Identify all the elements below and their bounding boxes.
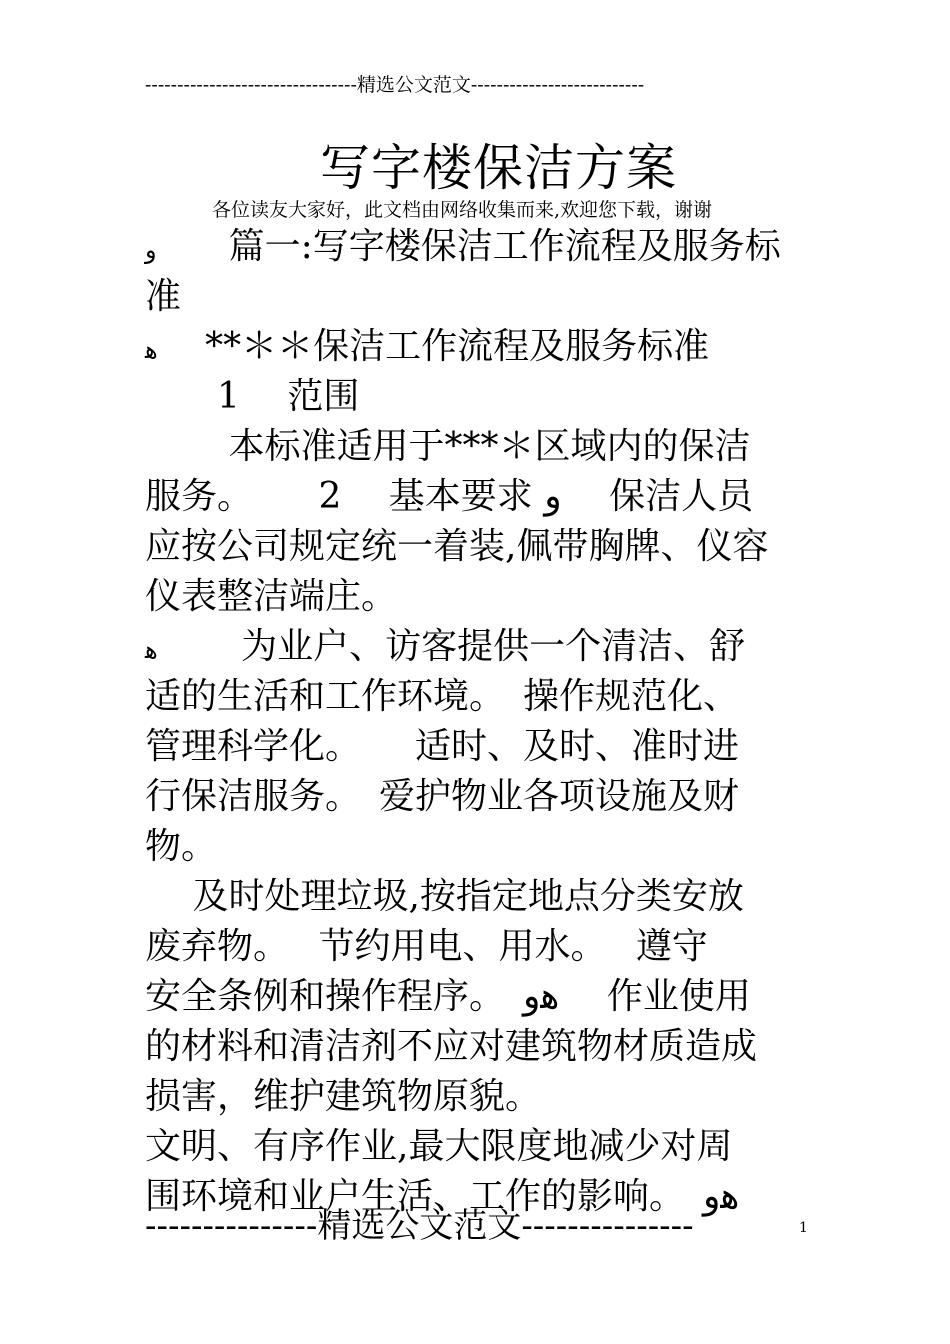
text-line: 本标准适用于***＊区域内的保洁 xyxy=(145,426,751,467)
text-line: 准 xyxy=(145,276,182,317)
page-header: ---------------------------------精选公文范文--------------------------- xyxy=(145,74,645,96)
text-line: 及时处理垃圾,按指定地点分类安放 xyxy=(145,876,744,917)
text-line: 仪表整洁端庄。 xyxy=(145,576,398,617)
body-text xyxy=(145,222,810,1222)
text-line: 损害，维护建筑物原貌。 xyxy=(145,1076,542,1117)
text-line: 围环境和业户生活、工作的影响。 ﻫو xyxy=(145,1176,740,1217)
page-footer: ---------------精选公文范文--------------- xyxy=(145,1206,694,1246)
text-line: ﻫ 为业户、访客提供一个清洁、舒 xyxy=(145,622,810,672)
text-line: ﻫ **＊＊保洁工作流程及服务标准 xyxy=(145,322,810,372)
text-line: و 篇一:写字楼保洁工作流程及服务标 xyxy=(145,222,810,272)
glyph-symbol: ﻫ xyxy=(145,636,158,664)
text-line: 的材料和清洁剂不应对建筑物材质造成 xyxy=(145,1026,758,1067)
text-line: 物。 xyxy=(145,826,218,867)
document-subtitle: 各位读友大家好，此文档由网络收集而来,欢迎您下载，谢谢 xyxy=(212,199,713,221)
text-line: 文明、有序作业,最大限度地减少对周 xyxy=(145,1126,733,1167)
text-line: 服务。 2 基本要求 و 保洁人员 xyxy=(145,476,754,517)
text-line: 行保洁服务。 爱护物业各项设施及财 xyxy=(145,776,740,817)
page-number: 1 xyxy=(799,1220,808,1236)
glyph-symbol: و xyxy=(145,236,157,264)
text-line: 废弃物。 节约用电、用水。 遵守 xyxy=(145,926,708,967)
text-line: 适的生活和工作环境。 操作规范化、 xyxy=(145,676,740,717)
section-heading: 1 范围 xyxy=(145,376,360,417)
text-line: 应按公司规定统一着装,佩带胸牌、仪容 xyxy=(145,526,769,567)
document-title: 写字楼保洁方案 xyxy=(320,139,677,197)
glyph-symbol: ﻫ xyxy=(145,336,158,364)
text-line: 安全条例和操作程序。 ﻫو 作业使用 xyxy=(145,976,751,1017)
text-line: 管理科学化。 适时、及时、准时进 xyxy=(145,726,740,767)
